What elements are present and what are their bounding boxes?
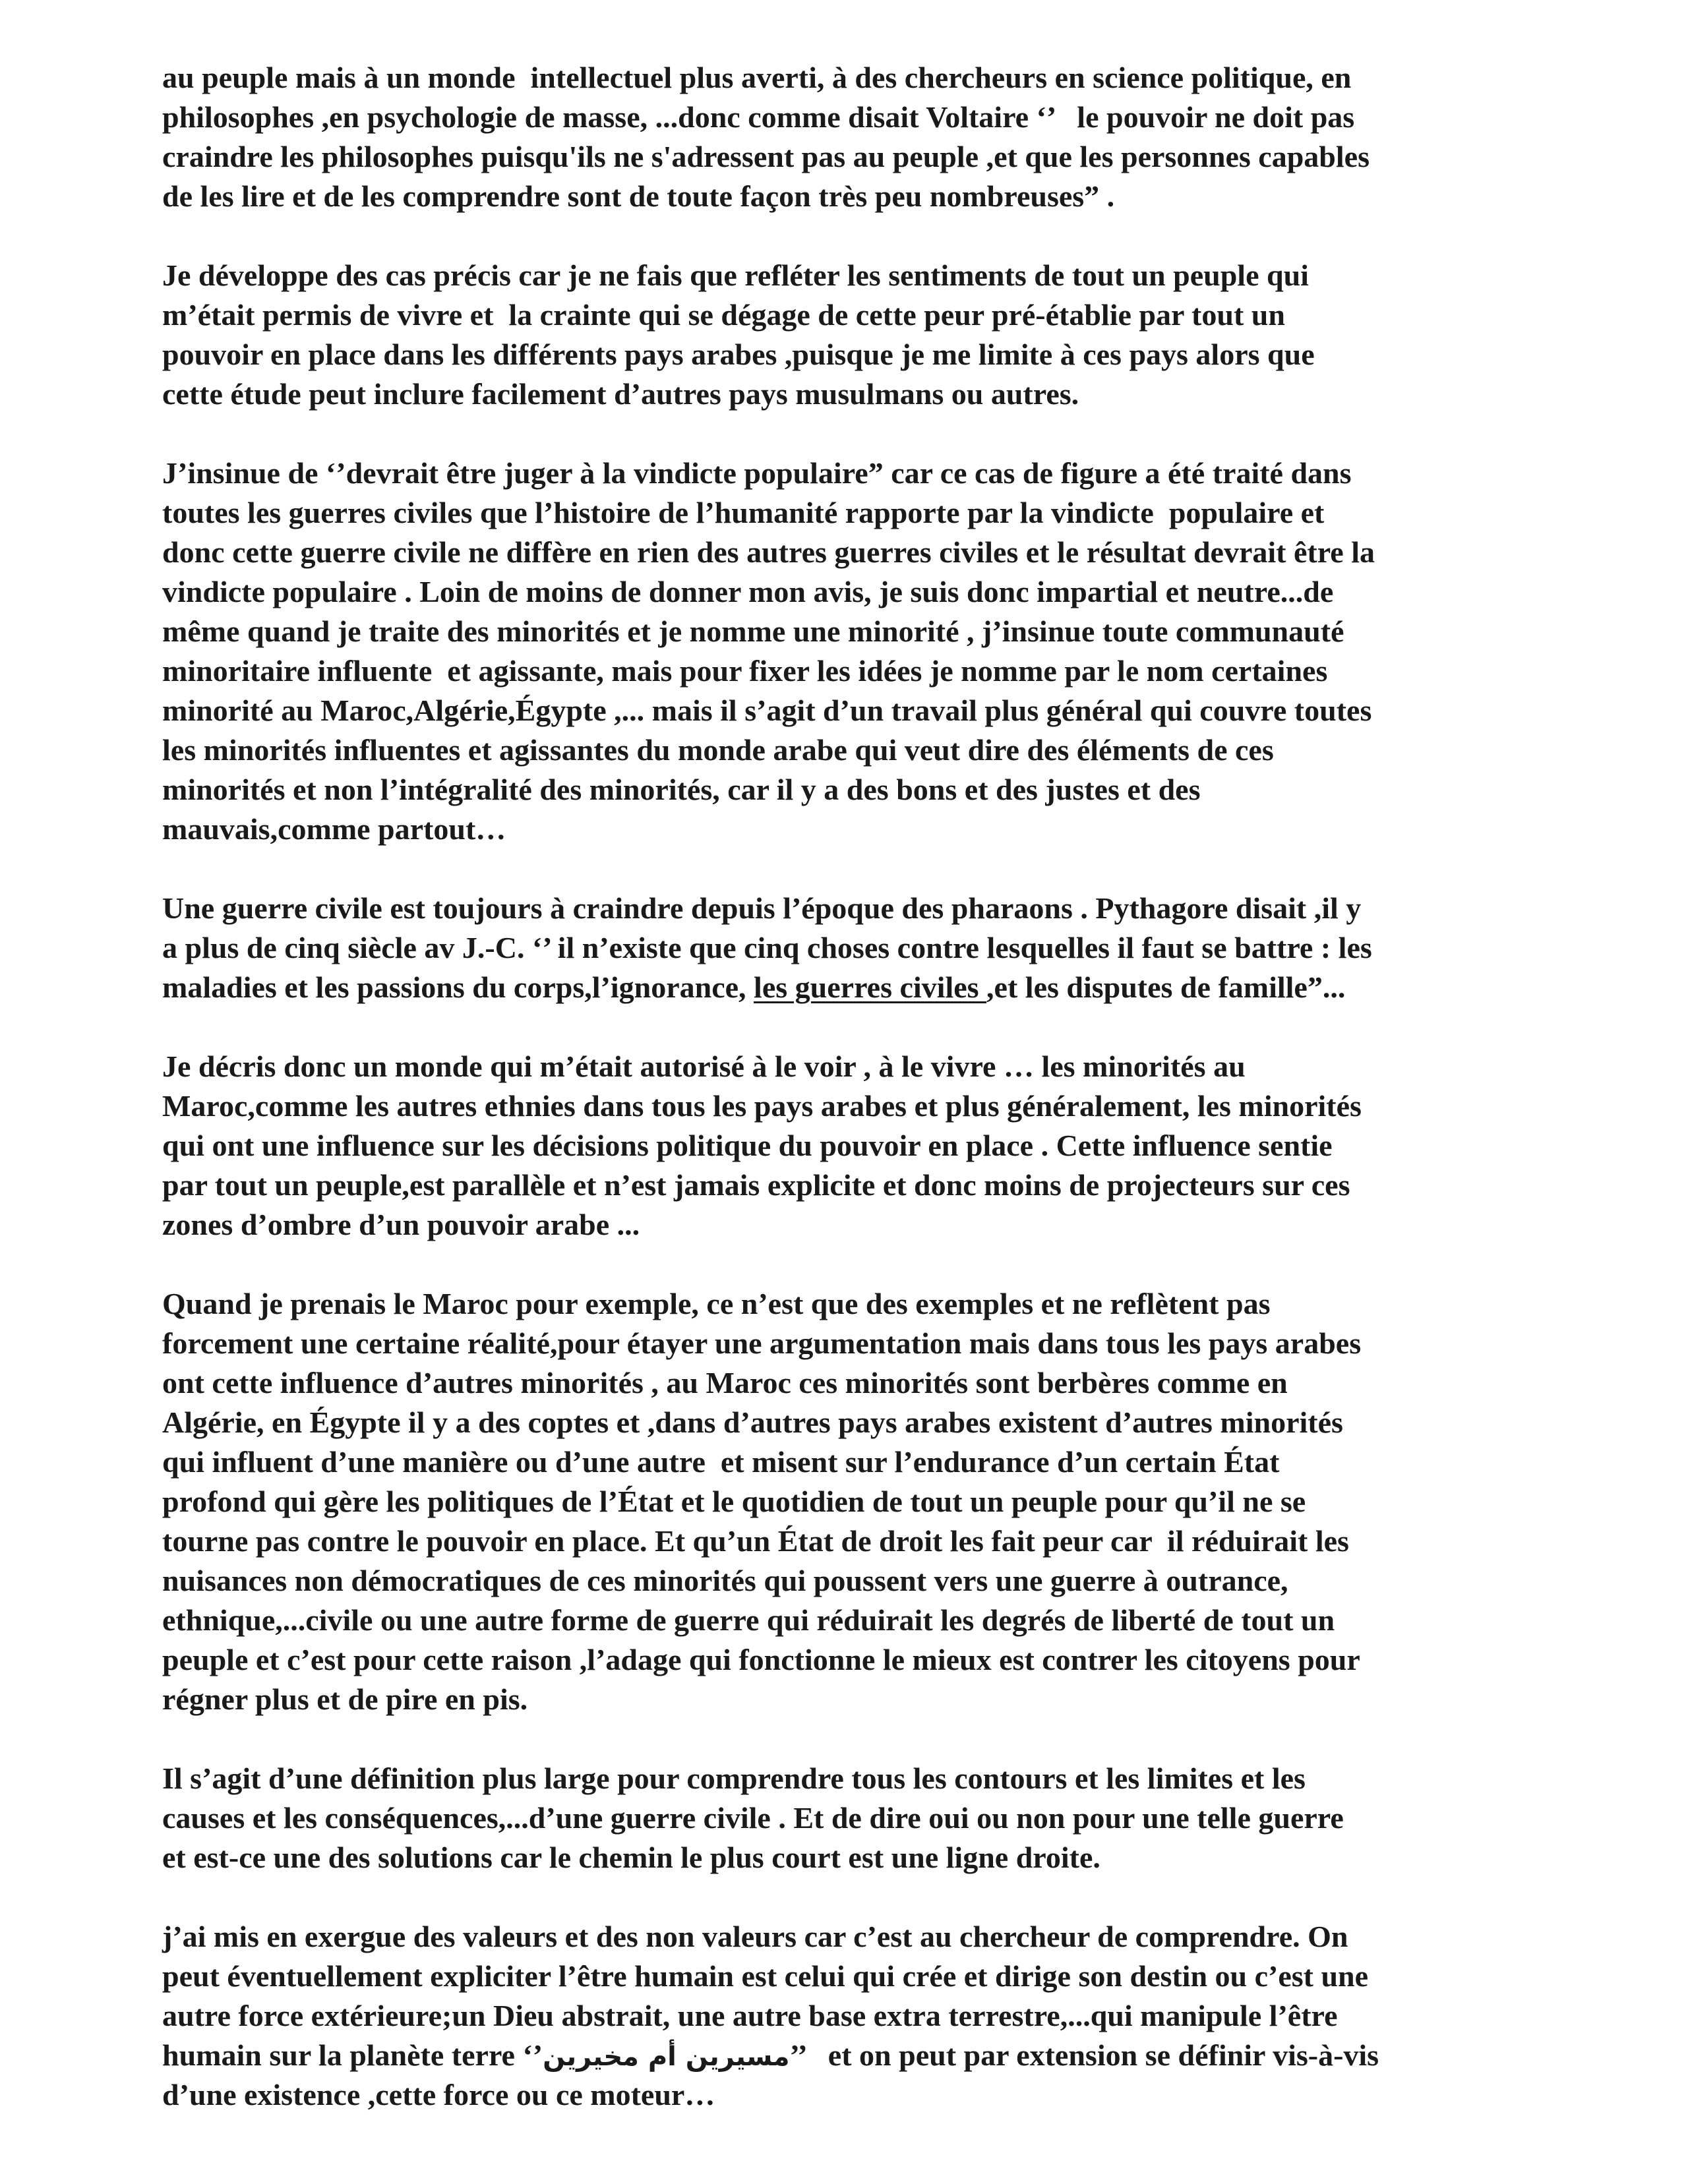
- text-line: minoritaire influente et agissante, mais pour fixer les idées je nomme par le nom certaines: [162, 654, 1328, 688]
- text-line: et est-ce une des solutions car le chemin le plus court est une ligne droite.: [162, 1841, 1100, 1874]
- underlined-phrase: les guerres civiles: [754, 970, 987, 1004]
- text-line: qui ont une influence sur les décisions politique du pouvoir en place . Cette influence sentie: [162, 1129, 1333, 1162]
- text-line: pouvoir en place dans les différents pays arabes ,puisque je me limite à ces pays alors que: [162, 338, 1315, 371]
- text-line: zones d’ombre d’un pouvoir arabe ...: [162, 1208, 640, 1241]
- text-line: peuple et c’est pour cette raison ,l’adage qui fonctionne le mieux est contrer les citoyens pour: [162, 1643, 1360, 1676]
- text-line: m’était permis de vivre et la crainte qui se dégage de cette peur pré-établie par tout un: [162, 298, 1285, 332]
- paragraph-2: [162, 256, 1534, 414]
- paragraph-8: [162, 1917, 1534, 2115]
- text-line: cette étude peut inclure facilement d’autres pays musulmans ou autres.: [162, 377, 1079, 411]
- text-line: profond qui gère les politiques de l’État et le quotidien de tout un peuple pour qu’il ne se: [162, 1485, 1306, 1518]
- text-line: Il s’agit d’une définition plus large pour comprendre tous les contours et les limites et les: [162, 1761, 1306, 1795]
- text-line: toutes les guerres civiles que l’histoire de l’humanité rapporte par la vindicte populaire et: [162, 496, 1325, 529]
- text-line: donc cette guerre civile ne diffère en rien des autres guerres civiles et le résultat devrait être la: [162, 535, 1375, 569]
- text-line: minorités et non l’intégralité des minorités, car il y a des bons et des justes et des: [162, 773, 1201, 806]
- text-line: forcement une certaine réalité,pour étayer une argumentation mais dans tous les pays arabes: [162, 1326, 1362, 1360]
- text-line: d’une existence ,cette force ou ce moteur…: [162, 2078, 715, 2111]
- text-segment: ,et les disputes de famille”...: [986, 970, 1346, 1004]
- text-line: [162, 968, 1534, 1007]
- text-line: tourne pas contre le pouvoir en place. Et qu’un État de droit les fait peur car il réduirait les: [162, 1524, 1349, 1558]
- text-line: Une guerre civile est toujours à craindre depuis l’époque des pharaons . Pythagore disait ,il y: [162, 891, 1362, 925]
- text-line: nuisances non démocratiques de ces minorités qui poussent vers une guerre à outrance,: [162, 1564, 1288, 1597]
- text-line: causes et les conséquences,...d’une guerre civile . Et de dire oui ou non pour une telle guerre: [162, 1801, 1344, 1835]
- text-line: Maroc,comme les autres ethnies dans tous les pays arabes et plus généralement, les minorités: [162, 1089, 1362, 1123]
- text-line: minorité au Maroc,Algérie,Égypte ,... mais il s’agit d’un travail plus général qui couvre toutes: [162, 694, 1372, 727]
- text-line: qui influent d’une manière ou d’une autre et misent sur l’endurance d’un certain État: [162, 1445, 1280, 1479]
- text-line: ethnique,...civile ou une autre forme de guerre qui réduirait les degrés de liberté de tout un: [162, 1603, 1335, 1637]
- text-line: craindre les philosophes puisqu'ils ne s'adressent pas au peuple ,et que les personnes capables: [162, 140, 1370, 173]
- text-line: Je décris donc un monde qui m’était autorisé à le voir , à le vivre … les minorités au: [162, 1049, 1246, 1083]
- paragraph-5: [162, 1047, 1534, 1245]
- text-line: [162, 2036, 1534, 2075]
- text-line: autre force extérieure;un Dieu abstrait, une autre base extra terrestre,...qui manipule l’être: [162, 1999, 1338, 2032]
- text-line: par tout un peuple,est parallèle et n’est jamais explicite et donc moins de projecteurs sur ces: [162, 1168, 1350, 1202]
- text-line: Quand je prenais le Maroc pour exemple, ce n’est que des exemples et ne reflètent pas: [162, 1287, 1271, 1320]
- text-line: ont cette influence d’autres minorités , au Maroc ces minorités sont berbères comme en: [162, 1366, 1288, 1400]
- text-line: même quand je traite des minorités et je nomme une minorité , j’insinue toute communauté: [162, 614, 1344, 648]
- text-line: au peuple mais à un monde intellectuel plus averti, à des chercheurs en science politique, en: [162, 61, 1352, 94]
- paragraph-7: [162, 1759, 1534, 1877]
- text-line: philosophes ,en psychologie de masse, ...donc comme disait Voltaire ‘’ le pouvoir ne doit pas: [162, 100, 1355, 134]
- paragraph-3: [162, 454, 1534, 849]
- text-line: Je développe des cas précis car je ne fais que refléter les sentiments de tout un peuple qui: [162, 258, 1309, 292]
- text-line: vindicte populaire . Loin de moins de donner mon avis, je suis donc impartial et neutre...de: [162, 575, 1334, 608]
- text-line: j’ai mis en exergue des valeurs et des non valeurs car c’est au chercheur de comprendre. On: [162, 1920, 1348, 1953]
- text-line: a plus de cinq siècle av J.-C. ‘’ il n’existe que cinq choses contre lesquelles il faut se battre : les: [162, 931, 1372, 964]
- paragraph-4: [162, 889, 1534, 1007]
- text-segment: ’’ et on peut par extension se définir vis-à-vis: [789, 2038, 1379, 2072]
- arabic-phrase: مسيرين أم مخيرين: [543, 2042, 790, 2072]
- text-line: Algérie, en Égypte il y a des coptes et ,dans d’autres pays arabes existent d’autres minorités: [162, 1405, 1343, 1439]
- text-line: mauvais,comme partout…: [162, 812, 506, 846]
- text-segment: maladies et les passions du corps,l’ignorance,: [162, 970, 754, 1004]
- paragraph-6: [162, 1284, 1534, 1719]
- document-body: [162, 58, 1534, 2115]
- text-line: régner plus et de pire en pis.: [162, 1682, 528, 1716]
- text-line: les minorités influentes et agissantes du monde arabe qui veut dire des éléments de ces: [162, 733, 1274, 767]
- text-segment: humain sur la planète terre ‘’: [162, 2038, 543, 2072]
- text-line: peut éventuellement expliciter l’être humain est celui qui crée et dirige son destin ou c’est une: [162, 1959, 1369, 1993]
- paragraph-1: [162, 58, 1534, 216]
- text-line: de les lire et de les comprendre sont de toute façon très peu nombreuses” .: [162, 179, 1115, 213]
- text-line: J’insinue de ‘’devrait être juger à la vindicte populaire” car ce cas de figure a été traité dans: [162, 456, 1352, 490]
